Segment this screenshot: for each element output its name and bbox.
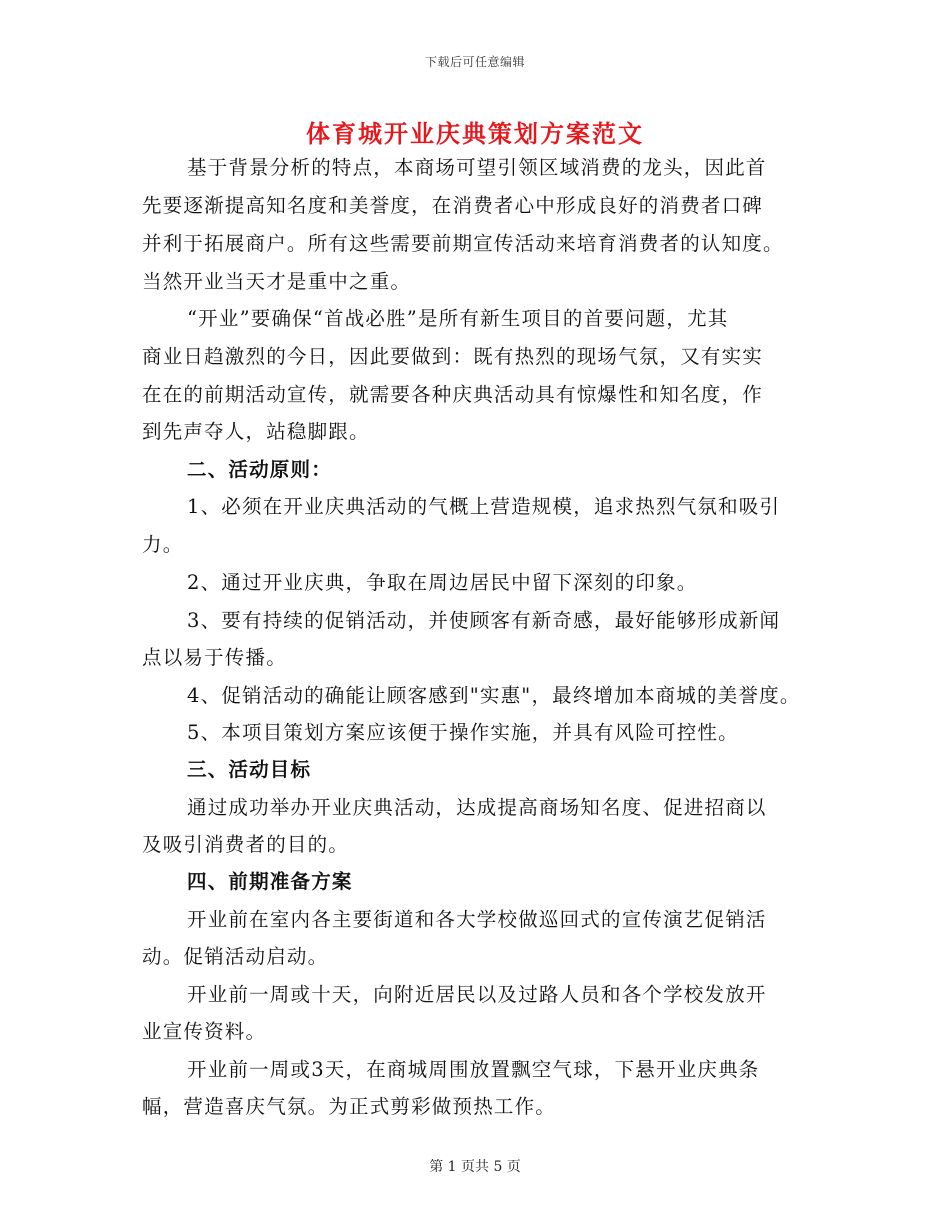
paragraph-line: 基于背景分析的特点，本商场可望引领区域消费的龙头，因此首	[187, 156, 767, 179]
paragraph-line: 业宣传资料。	[142, 1020, 267, 1043]
section-heading: 四、前期准备方案	[187, 870, 353, 893]
paragraph-line: 及吸引消费者的目的。	[142, 833, 350, 856]
paragraph-line: 先要逐渐提高知名度和美誉度，在消费者心中形成良好的消费者口碑	[142, 194, 764, 217]
list-item: 5、本项目策划方案应该便于操作实施，并具有风险可控性。	[187, 721, 739, 744]
section-heading: 二、活动原则：	[187, 458, 332, 481]
paragraph-line: 并利于拓展商户。所有这些需要前期宣传活动来培育消费者的认知度。	[142, 232, 784, 255]
list-item: 1、必须在开业庆典活动的气概上营造规模，追求热烈气氛和吸引	[187, 495, 781, 518]
paragraph-line: 商业日趋激烈的今日，因此要做到：既有热烈的现场气氛，又有实实	[142, 345, 764, 368]
list-item: 3、要有持续的促销活动，并使顾客有新奇感，最好能够形成新闻	[187, 609, 781, 632]
section-heading: 三、活动目标	[187, 758, 312, 781]
paragraph-line: 通过成功举办开业庆典活动，达成提高商场知名度、促进招商以	[187, 796, 767, 819]
page-footer: 第 1 页共 5 页	[429, 1159, 521, 1175]
paragraph-line: 动。促销活动启动。	[142, 945, 329, 968]
list-item: 4、促销活动的确能让顾客感到"实惠"，最终增加本商城的美誉度。	[187, 684, 801, 707]
paragraph-line: 开业前一周或十天，向附近居民以及过路人员和各个学校发放开	[187, 983, 767, 1006]
document-title: 体育城开业庆典策划方案范文	[306, 119, 644, 148]
paragraph-line: 幅，营造喜庆气氛。为正式剪彩做预热工作。	[142, 1095, 557, 1118]
list-item: 2、通过开业庆典，争取在周边居民中留下深刻的印象。	[187, 571, 698, 594]
list-item-continuation: 点以易于传播。	[142, 646, 287, 669]
paragraph-line: 当然开业当天才是重中之重。	[142, 270, 412, 293]
list-item-continuation: 力。	[142, 533, 184, 556]
paragraph-line: “开业”要确保“首战必胜”是所有新生项目的首要问题，尤其	[187, 307, 729, 330]
paragraph-line: 在在的前期活动宣传，就需要各种庆典活动具有惊爆性和知名度，作	[142, 383, 764, 406]
paragraph-line: 开业前在室内各主要街道和各大学校做巡回式的宣传演艺促销活	[187, 908, 767, 931]
page-header: 下载后可任意编辑	[424, 55, 525, 69]
paragraph-line: 到先声夺人，站稳脚跟。	[142, 420, 370, 443]
paragraph-line: 开业前一周或3天，在商城周围放置飘空气球，下悬开业庆典条	[187, 1058, 760, 1081]
